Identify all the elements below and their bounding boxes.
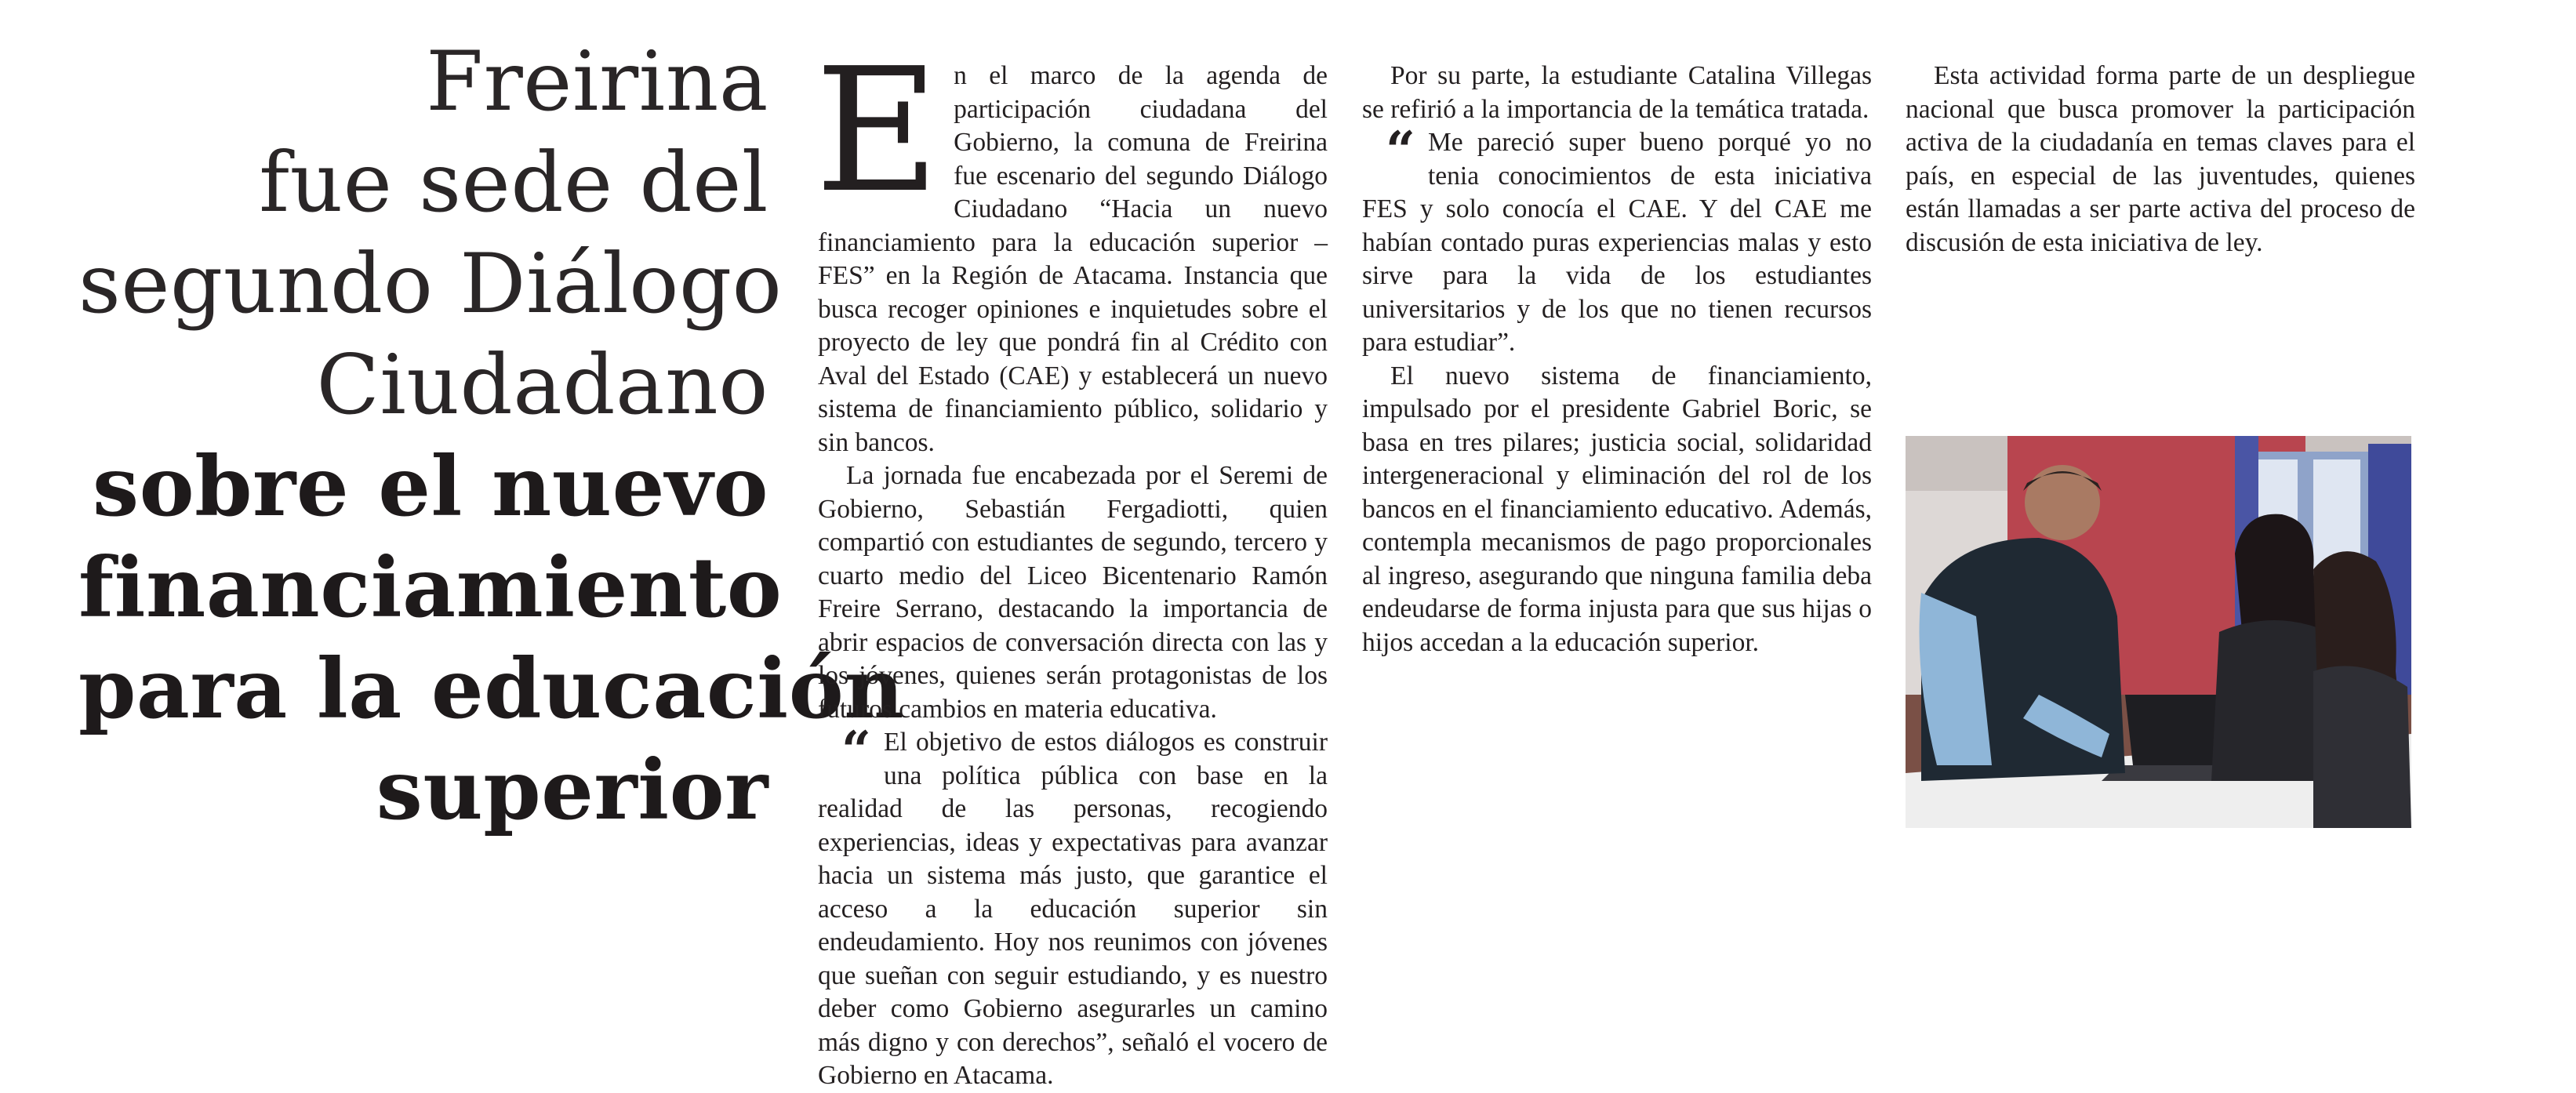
paragraph: Esta actividad forma parte de un despliegue nacional que busca promover la participación activa de la ciudadanía en temas claves para el país, en especial de las juventudes, quienes están llamadas a ser parte activa del proceso de discusión de esta iniciativa de ley. bbox=[1906, 61, 2415, 257]
headline-line-bold: financiamiento bbox=[78, 539, 783, 636]
article-photo bbox=[1906, 436, 2411, 828]
headline-line-bold: superior bbox=[376, 741, 768, 838]
headline-line: segundo Diálogo bbox=[78, 236, 783, 332]
drop-cap: E bbox=[815, 32, 940, 231]
paragraph: Por su parte, la estudiante Catalina Villegas se refirió a la importancia de la temática tratada. bbox=[1362, 61, 1872, 124]
article-column-2 bbox=[1362, 60, 1872, 659]
headline-line: Ciudadano bbox=[316, 337, 768, 433]
headline bbox=[78, 31, 905, 841]
photo-illustration bbox=[1906, 436, 2411, 828]
pull-quote bbox=[818, 720, 1328, 1093]
paragraph-intro bbox=[815, 32, 1328, 459]
pull-quote-text: Me pareció super bueno porqué yo no tenia conocimientos de esta iniciativa FES y solo conocía el CAE. Y del CAE me habían contado puras experiencias malas y esto sirve para la vida de los estudiantes universitarios y de los que no tienen recursos para estudiar”. bbox=[1362, 128, 1872, 357]
quote-mark-icon: “ bbox=[1386, 120, 1415, 181]
pull-quote-text: El objetivo de estos diálogos es construir una política pública con base en la realidad de las personas, recogiendo experiencias, ideas y expectativas para avanzar hacia un sistema más justo, que garantice el acceso a la educación superior sin endeudamiento. Hoy nos reunimos con jóvenes que sueñan con seguir estudiando, y es nuestro deber como Gobierno asegurarles un camino más digno y con derechos”, señaló el vocero de Gobierno en Atacama. bbox=[818, 728, 1328, 1090]
paragraph-intro-text: n el marco de la agenda de participación ciudadana del Gobierno, la comuna de Freirina fue escenario del segundo Diálogo Ciudadano “Hacia un nuevo financiamiento para la educación superior – FES” en la Región de Atacama. Instancia que busca recoger opiniones e inquietudes sobre el proyecto de ley que pondrá fin al Crédito con Aval del Estado (CAE) y establecerá un nuevo sistema de financiamiento público, solidario y sin bancos. bbox=[818, 61, 1328, 457]
quote-mark-icon: “ bbox=[841, 720, 871, 781]
article-column-3 bbox=[1906, 60, 2415, 260]
paragraph: El nuevo sistema de financiamiento, impulsado por el presidente Gabriel Boric, se basa en tres pilares; justicia social, solidaridad intergeneracional y eliminación del rol de los bancos en el financiamiento educativo. Además, contempla mecanismos de pago proporcionales al ingreso, asegurando que ninguna familia deba endeudarse de forma injusta para que sus hijas o hijos accedan a la educación superior. bbox=[1362, 361, 1872, 657]
article-column-1 bbox=[815, 32, 1328, 1093]
headline-line-bold: sobre el nuevo bbox=[92, 438, 768, 535]
headline-line: Freirina bbox=[426, 34, 768, 129]
pull-quote bbox=[1362, 120, 1872, 360]
headline-line-bold: para la educación bbox=[78, 640, 905, 737]
paragraph: La jornada fue encabezada por el Seremi de Gobierno, Sebastián Fergadiotti, quien compartió con estudiantes de segundo, tercero y cuarto medio del Liceo Bicentenario Ramón Freire Serrano, destacando la importancia de abrir espacios de conversación directa con las y los jóvenes, quienes serán protagonistas de los futuros cambios en materia educativa. bbox=[818, 461, 1328, 724]
headline-line: fue sede del bbox=[259, 135, 768, 231]
